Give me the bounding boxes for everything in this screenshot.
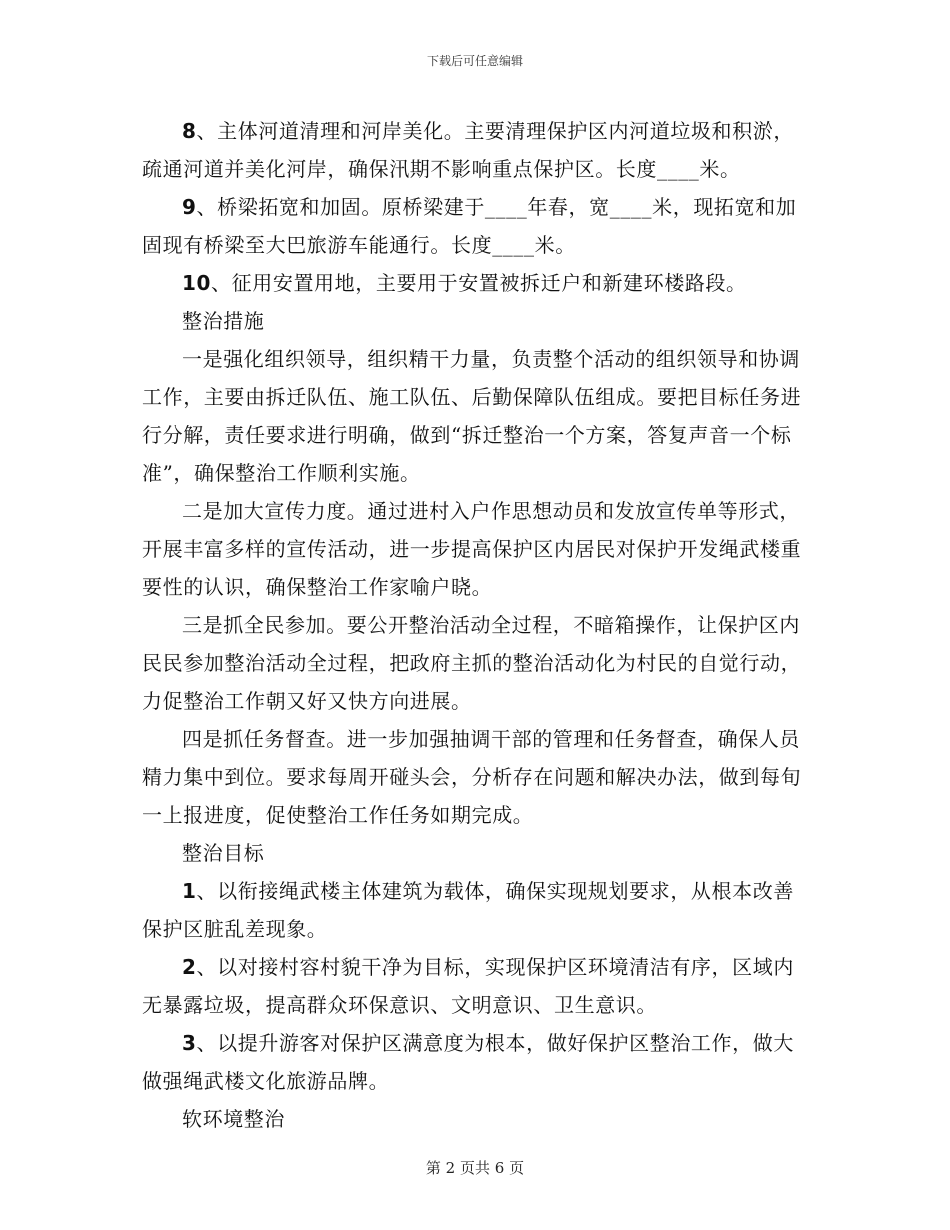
section-heading-goals: 整治目标 — [182, 841, 265, 865]
paragraph-item-10 — [142, 264, 810, 302]
item-number: 3 — [182, 1031, 197, 1055]
measure-paragraph: 一是强化组织领导，组织精干力量，负责整个活动的组织领导和协调工作，主要由拆迁队伍、施工队伍、后勤保障队伍组成。要把目标任务进行分解，责任要求进行明确，做到“拆迁整治一个方案，答复声音一个标准”，确保整治工作顺利实施。 — [142, 347, 802, 485]
paragraph-text: 、征用安置用地，主要用于安置被拆迁户和新建环楼路段。 — [211, 271, 747, 295]
goal-text: 、以对接村容村貌干净为目标，实现保护区环境清洁有序，区域内无暴露垃圾，提高群众环保意识、文明意识、卫生意识。 — [142, 955, 794, 1017]
paragraph-item-9 — [142, 188, 810, 264]
item-number: 10 — [182, 271, 212, 295]
goal-text: 、以提升游客对保护区满意度为根本，做好保护区整治工作，做大做强绳武楼文化旅游品牌。 — [142, 1031, 794, 1093]
page-footer: 第 2 页共 6 页 — [425, 1159, 525, 1177]
paragraph-text: 、桥梁拓宽和加固。原桥梁建于____年春，宽____米，现拓宽和加固现有桥梁至大巴旅游车能通行。长度____米。 — [142, 195, 797, 257]
goal-item — [142, 1024, 810, 1100]
item-number: 8 — [182, 119, 197, 143]
paragraph-item-8 — [142, 112, 810, 188]
measure-paragraph: 二是加大宣传力度。通过进村入户作思想动员和发放宣传单等形式，开展丰富多样的宣传活动，进一步提高保护区内居民对保护开发绳武楼重要性的认识，确保整治工作家喻户晓。 — [142, 499, 802, 599]
goal-item — [142, 948, 810, 1024]
section-heading-soft-environment: 软环境整治 — [182, 1107, 285, 1131]
measure-paragraph: 三是抓全民参加。要公开整治活动全过程，不暗箱操作，让保护区内民民参加整治活动全过程，把政府主抓的整治活动化为村民的自觉行动，力促整治工作朝又好又快方向进展。 — [142, 613, 802, 713]
item-number: 2 — [182, 955, 197, 979]
item-number: 1 — [182, 879, 197, 903]
paragraph-text: 、主体河道清理和河岸美化。主要清理保护区内河道垃圾和积淤，疏通河道并美化河岸，确保汛期不影响重点保护区。长度____米。 — [142, 119, 794, 181]
measure-paragraph: 四是抓任务督查。进一步加强抽调干部的管理和任务督查，确保人员精力集中到位。要求每周开碰头会，分析存在问题和解决办法，做到每旬一上报进度，促使整治工作任务如期完成。 — [142, 727, 802, 827]
page-header: 下载后可任意编辑 — [426, 54, 523, 68]
item-number: 9 — [182, 195, 197, 219]
document-body — [142, 112, 810, 1138]
goal-item — [142, 872, 810, 948]
section-heading-measures: 整治措施 — [182, 309, 265, 333]
goal-text: 、以衔接绳武楼主体建筑为载体，确保实现规划要求，从根本改善保护区脏乱差现象。 — [142, 879, 794, 941]
